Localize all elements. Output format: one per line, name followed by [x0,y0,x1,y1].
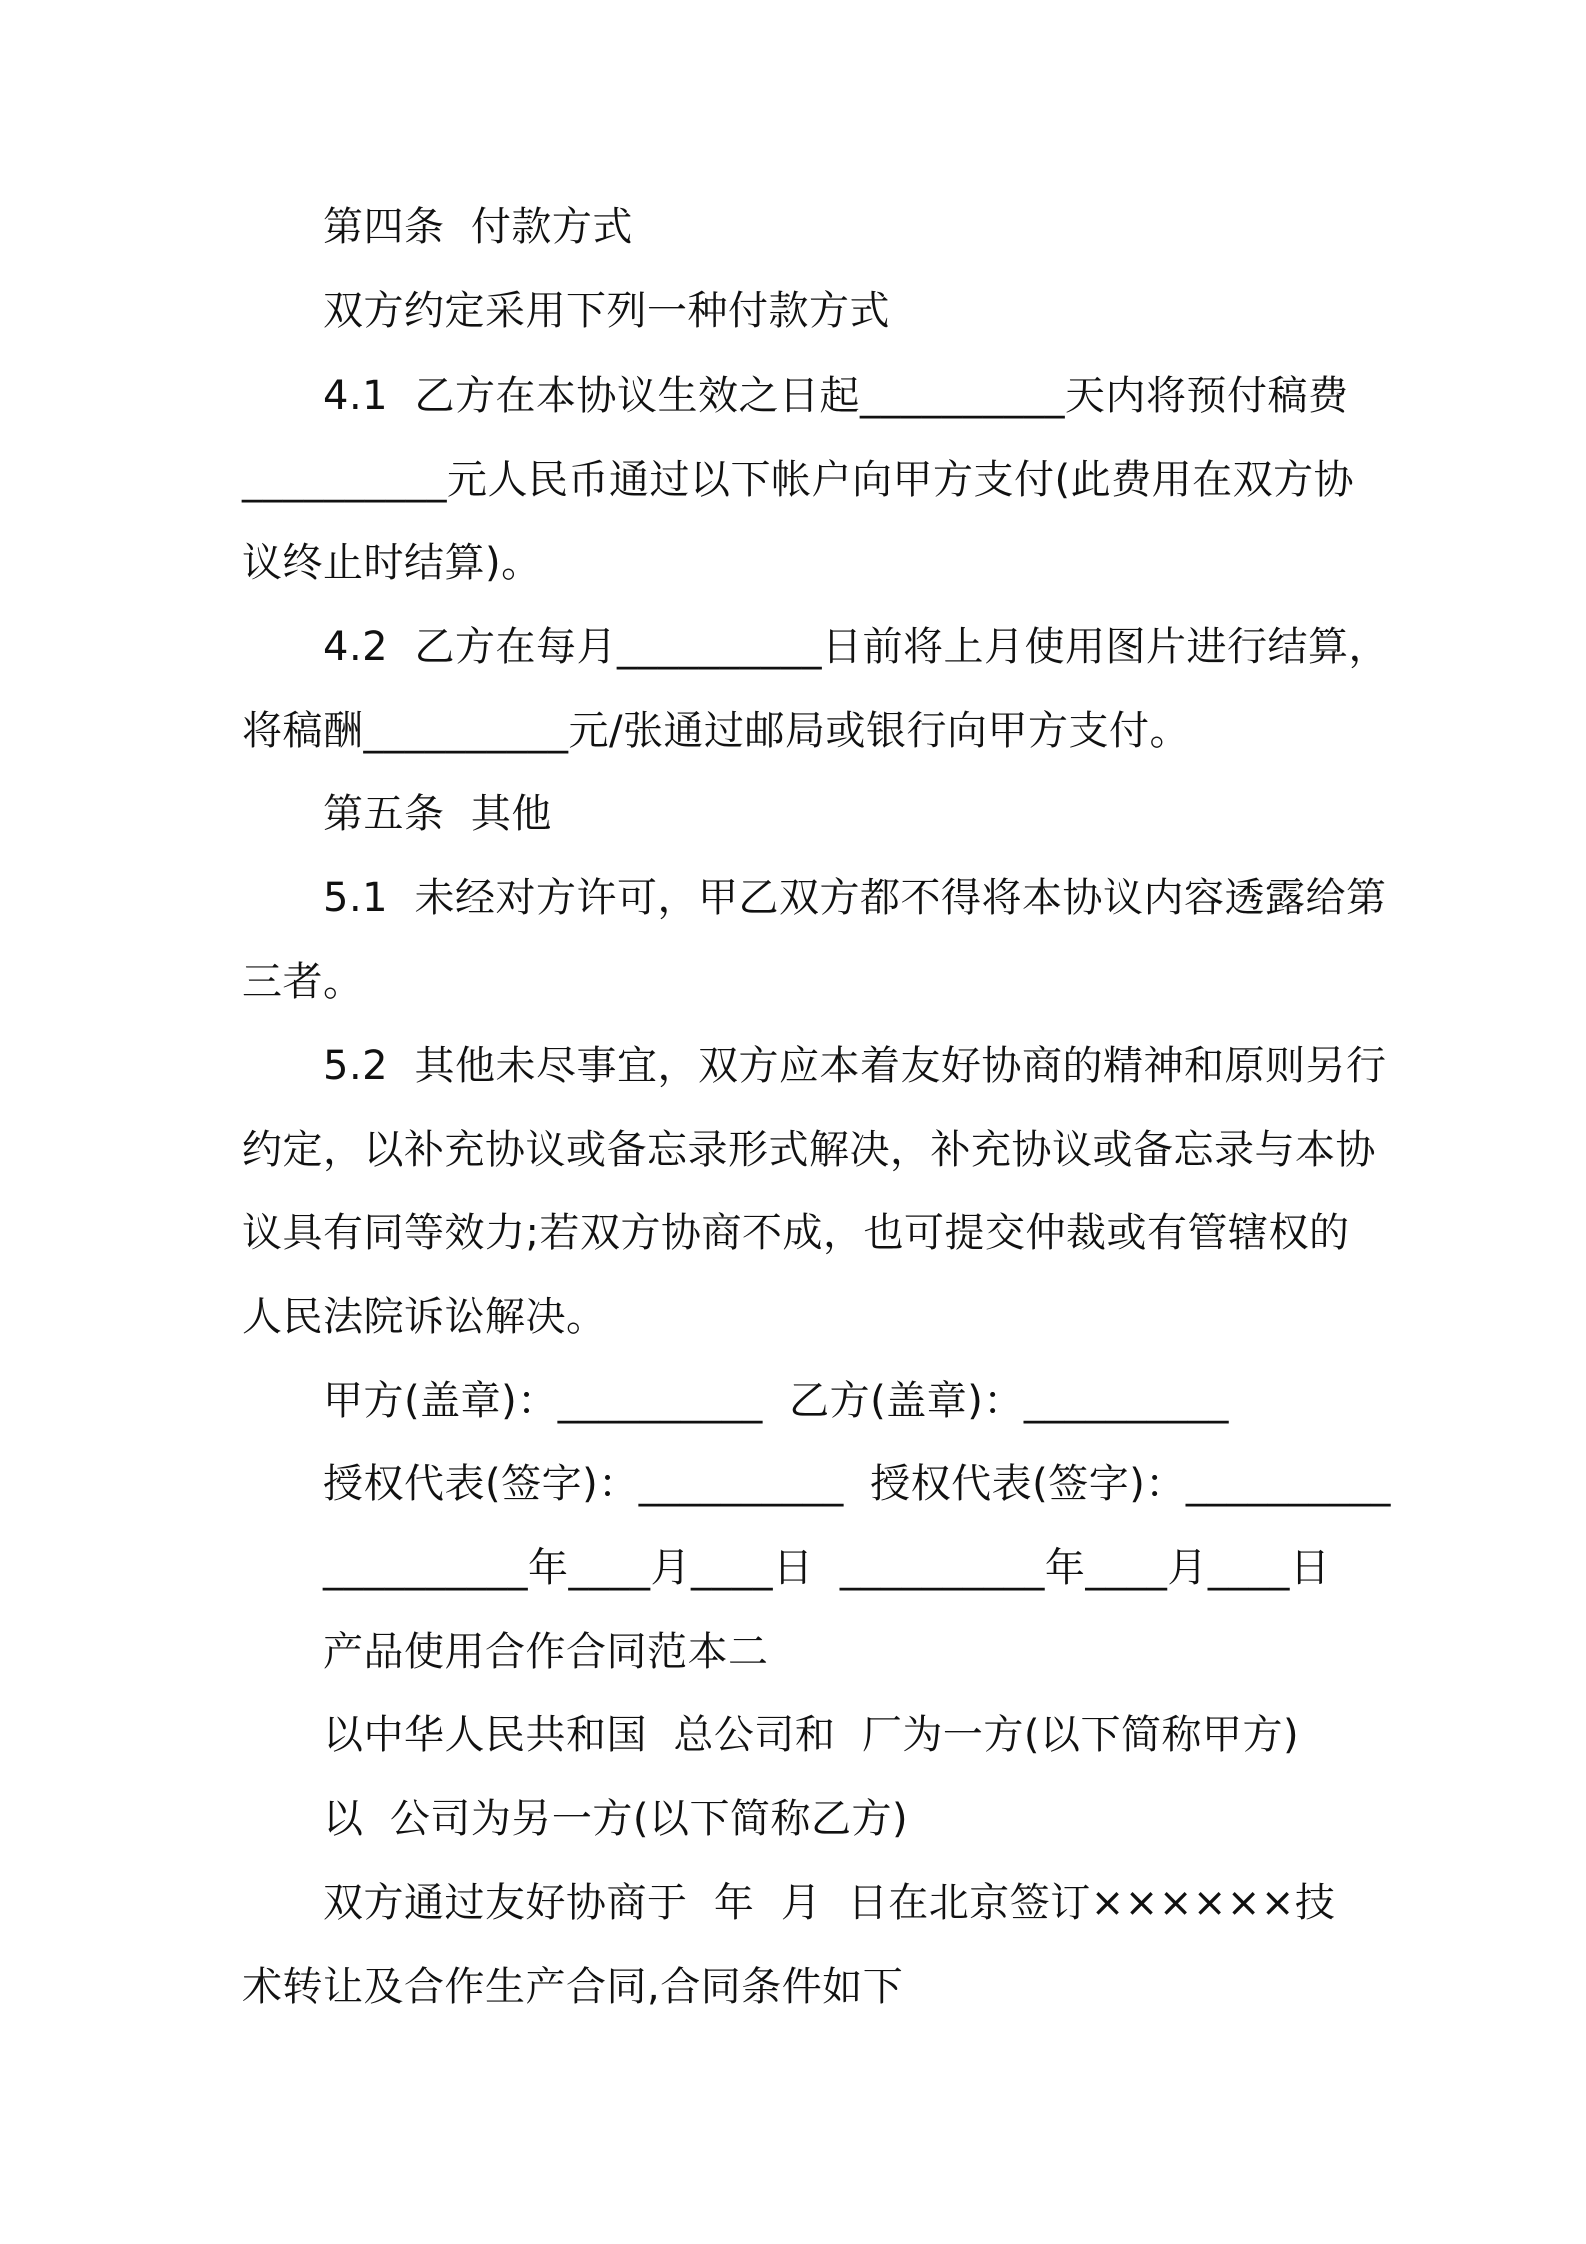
clause-5-2-line: 约定，以补充协议或备忘录形式解决，补充协议或备忘录与本协 [242,1127,1376,1173]
clause-4-1-line: __________元人民币通过以下帐户向甲方支付(此费用在双方协 [242,457,1355,503]
clause-4-2-line: 4.2 乙方在每月__________日前将上月使用图片进行结算， [323,624,1390,670]
paragraph-line: 双方约定采用下列一种付款方式 [323,288,890,334]
clause-5-2-line: 人民法院诉讼解决。 [242,1294,607,1340]
clause-5-1-line: 三者。 [242,959,364,1005]
party-b-line: 以 公司为另一方(以下简称乙方) [323,1796,909,1842]
clause-5-1-line: 5.1 未经对方许可，甲乙双方都不得将本协议内容透露给第 [323,875,1387,921]
clause-5-2-line: 议具有同等效力;若双方协商不成，也可提交仲裁或有管辖权的 [242,1210,1350,1256]
agreement-intro-line: 术转让及合作生产合同,合同条件如下 [242,1964,904,2010]
signature-representative-line: 授权代表(签字)：__________ 授权代表(签字)：__________ [323,1461,1391,1507]
party-a-line: 以中华人民共和国 总公司和 厂为一方(以下简称甲方) [323,1712,1300,1758]
section-title: 产品使用合作合同范本二 [323,1629,769,1675]
agreement-intro-line: 双方通过友好协商于 年 月 日在北京签订××××××技 [323,1880,1336,1926]
clause-4-1-line: 4.1 乙方在本协议生效之日起__________天内将预付稿费 [323,373,1349,419]
article-4-heading: 第四条 付款方式 [323,204,633,250]
article-5-heading: 第五条 其他 [323,791,552,837]
clause-5-2-line: 5.2 其他未尽事宜，双方应本着友好协商的精神和原则另行 [323,1043,1387,1089]
signature-date-line: __________年____月____日 __________年____月____日 [323,1545,1331,1591]
signature-seal-line: 甲方(盖章)：__________ 乙方(盖章)：__________ [323,1378,1229,1424]
clause-4-1-line: 议终止时结算)。 [242,540,542,586]
clause-4-2-line: 将稿酬__________元/张通过邮局或银行向甲方支付。 [242,708,1190,754]
